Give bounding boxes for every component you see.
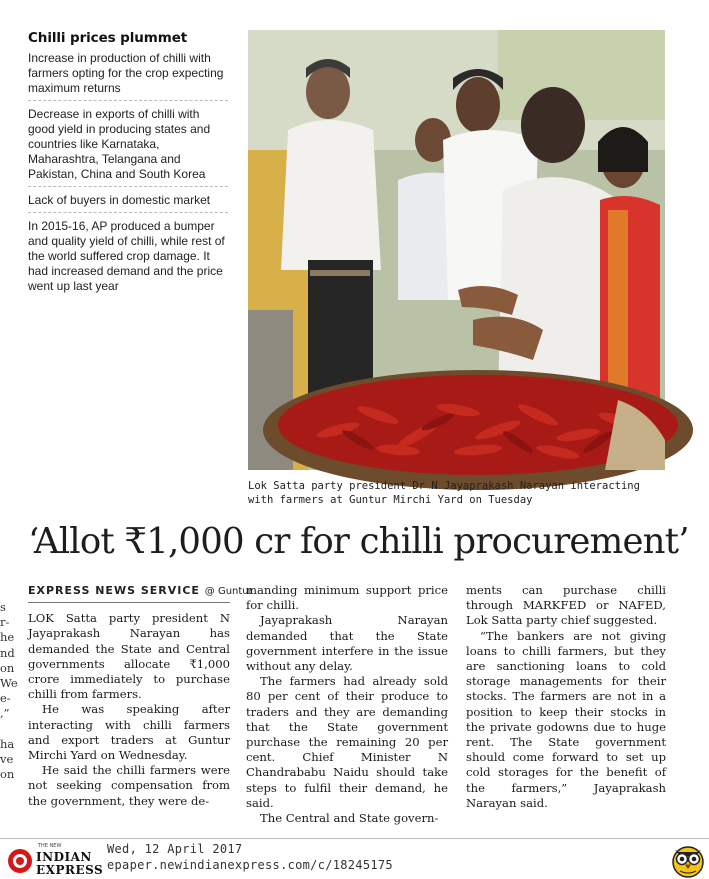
- stub-line: nd: [0, 645, 15, 660]
- news-photo: [248, 30, 665, 470]
- paragraph: “The bankers are not giving loans to chilli farmers, but they are sanctioning loans to cold storage managements for their stocks. The farmers are not in a position to keep their stocks in the private godowns due to huge rent. The State government should come forward to set up cold storages for the benefit of the farmers,” Jayaprakash Narayan said.: [466, 628, 666, 810]
- newspaper-logo: [6, 843, 104, 877]
- stub-line: We: [0, 676, 18, 691]
- sidebar-item: Decrease in exports of chilli with good yield in producing states and countries like Karnataka, Maharashtra, Telangana and Pakistan, China and South Korea: [28, 107, 228, 187]
- sidebar-title: Chilli prices plummet: [28, 30, 188, 46]
- paragraph: The farmers had already sold 80 per cent of their produce to traders and they are demanding that the State government purchase the remaining 20 per cent. Chief Minister N Chandrababu Naidu should take steps to fulfil their demand, he said.: [246, 674, 448, 810]
- stub-line: [0, 722, 14, 737]
- sidebar-item: In 2015-16, AP produced a bumper and quality yield of chilli, while rest of the world suffered crop damage. It had increased demand and the price went up last year: [28, 219, 225, 293]
- paragraph: He was speaking after interacting with chilli farmers and export traders at Guntur Mirchi Yard on Wednesday.: [28, 702, 230, 763]
- paragraph: The Central and State govern-: [260, 811, 439, 826]
- stub-line: e-: [0, 691, 11, 706]
- stub-line: ve: [0, 752, 14, 767]
- paragraph: LOK Satta party president N Jayaprakash Narayan has demanded the State and Central governments allocate ₹1,000 crore immediately to purchase chilli from farmers.: [28, 611, 230, 702]
- paragraph: ments can purchase chilli through MARKFED or NAFED, Lok Satta party chief suggested.: [466, 583, 666, 628]
- stub-line: on: [0, 660, 15, 675]
- photo-caption: Lok Satta party president Dr N Jayaprakash Narayan interacting with farmers at Guntur Mirchi Yard on Tuesday: [248, 480, 640, 506]
- logo-small-text: THE NEW: [38, 843, 62, 849]
- cut-off-column-fragment: [0, 600, 18, 782]
- sidebar-item: Lack of buyers in domestic market: [28, 193, 228, 213]
- article-column-1: [28, 583, 253, 809]
- stub-line: r-: [0, 615, 10, 630]
- footer-divider: [0, 838, 709, 839]
- stub-line: ha: [0, 736, 15, 751]
- byline: [28, 583, 253, 603]
- logo-line-2: EXPRESS: [36, 863, 104, 877]
- paragraph: Jayaprakash Narayan demanded that the State government interfere in the issue without any delay.: [246, 613, 448, 674]
- logo-line-1: INDIAN: [36, 850, 92, 864]
- stub-line: he: [0, 630, 15, 645]
- sidebar-box: [28, 30, 228, 304]
- byline-place: @ Guntur: [204, 586, 253, 597]
- logo-wordmark: [36, 851, 103, 877]
- stub-line: ,”: [0, 706, 10, 721]
- article-column-3: [466, 583, 666, 811]
- byline-service: EXPRESS NEWS SERVICE: [28, 584, 200, 597]
- article-column-2: [246, 583, 448, 826]
- owl-icon[interactable]: [670, 840, 706, 878]
- sidebar-item: Increase in production of chilli with farmers opting for the crop expecting maximum returns: [28, 51, 228, 101]
- epaper-link[interactable]: epaper.newindianexpress.com/c/18245175: [107, 858, 393, 872]
- logo-emblem-icon: [6, 847, 34, 875]
- edition-date: Wed, 12 April 2017: [107, 842, 243, 856]
- stub-line: s: [0, 600, 6, 614]
- headline: ‘Allot ₹1,000 cr for chilli procurement’: [28, 521, 689, 562]
- paragraph: He said the chilli farmers were not seeking compensation from the government, they were de-: [28, 763, 230, 808]
- paragraph: manding minimum support price for chilli.: [246, 583, 448, 613]
- farmers-photo-illustration: [248, 30, 665, 470]
- stub-line: on: [0, 767, 15, 782]
